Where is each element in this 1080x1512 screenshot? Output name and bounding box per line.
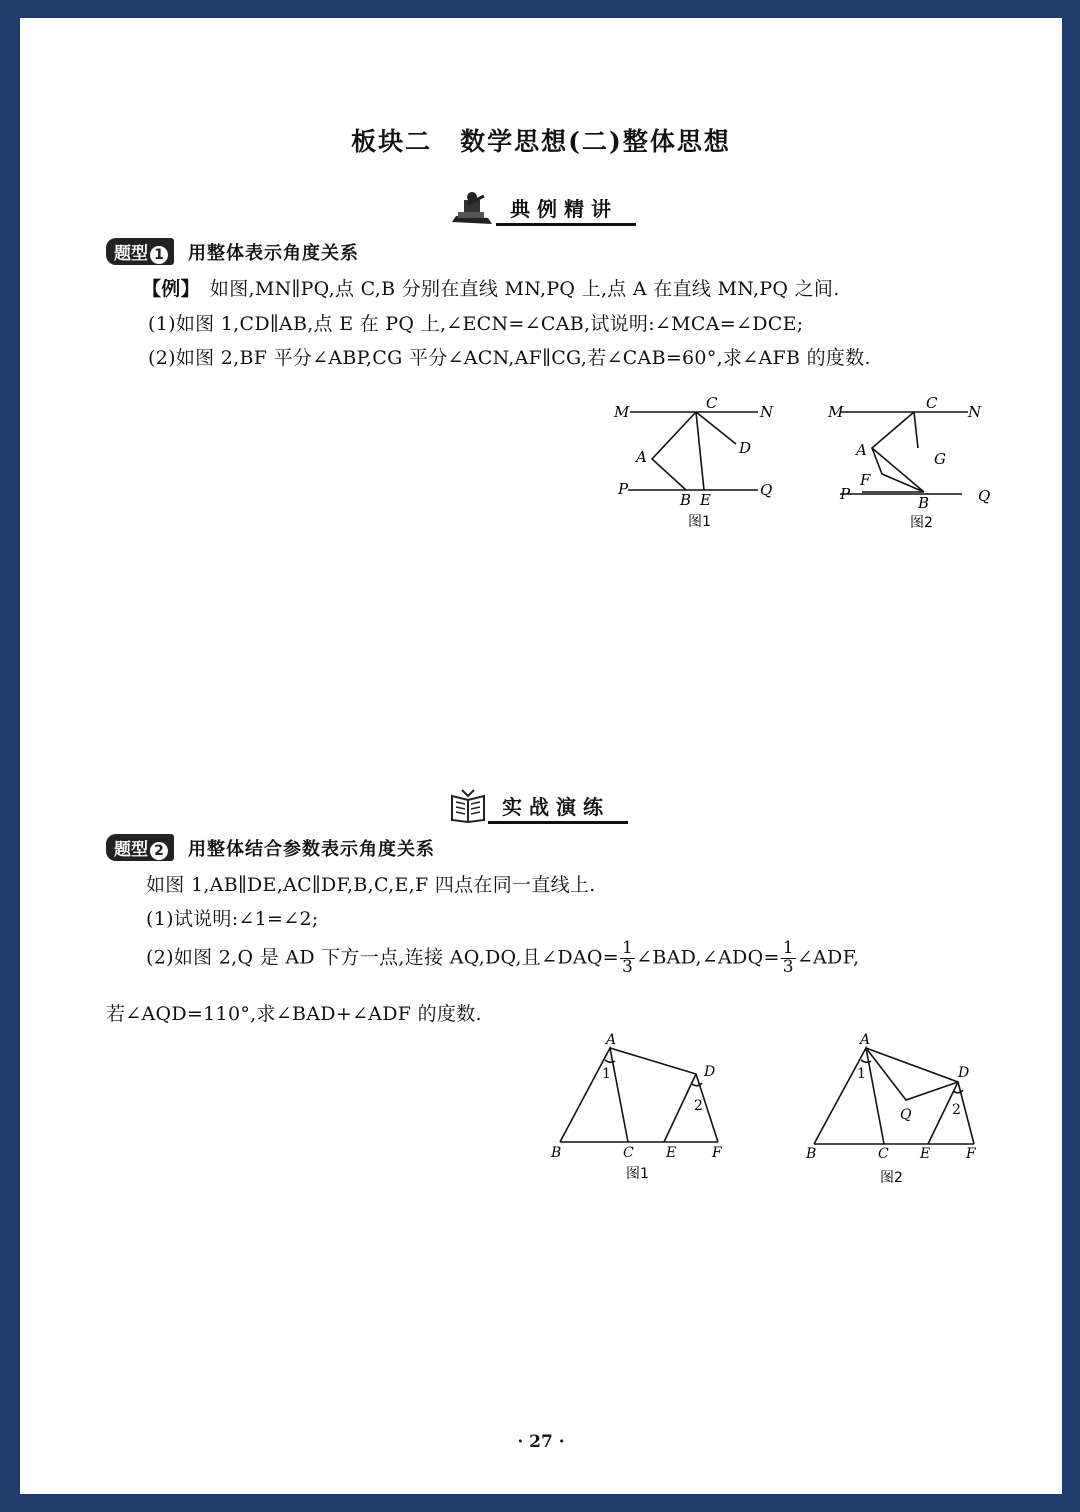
practice-q2-part-c: ∠ADF, xyxy=(796,946,860,969)
fig1-label-M: M xyxy=(614,403,630,421)
fig2-label-G: G xyxy=(934,450,946,468)
example-stem xyxy=(142,274,840,301)
p1-label-F: F xyxy=(712,1145,722,1161)
practice-question-2 xyxy=(146,940,859,977)
p1-label-angle1: 1 xyxy=(602,1066,611,1082)
fig1-label-C: C xyxy=(706,396,718,412)
p2-label-C: C xyxy=(878,1146,889,1162)
fig1-label-D: D xyxy=(739,439,752,457)
p1-label-C: C xyxy=(623,1145,634,1161)
fig2-label-P: P xyxy=(840,485,851,503)
worksheet-page xyxy=(20,18,1062,1494)
page-title xyxy=(20,122,1062,158)
fig2-label-M: M xyxy=(828,403,844,421)
teacher-icon xyxy=(448,190,496,226)
fig2-label-N: N xyxy=(968,403,982,421)
example-question-2: (2)如图 2,BF 平分∠ABP,CG 平分∠ACN,AF∥CG,若∠CAB=60°,求∠AFB 的度数. xyxy=(148,347,871,369)
fraction-one-third-b xyxy=(781,940,796,977)
type-badge-2-text: 题型 xyxy=(114,840,148,860)
example-figure-2 xyxy=(816,396,996,536)
p1-label-B: B xyxy=(551,1145,562,1161)
p2-label-F: F xyxy=(966,1146,976,1162)
type-badge-2 xyxy=(106,834,174,861)
practice-figure-2-caption: 图2 xyxy=(880,1170,903,1186)
type-badge-1 xyxy=(106,238,174,265)
fraction-a-numerator: 1 xyxy=(621,938,634,958)
p2-label-B: B xyxy=(806,1146,817,1162)
title-part2: 数学思想(二)整体思想 xyxy=(460,127,731,156)
practice-question-1: (1)试说明:∠1=∠2; xyxy=(146,908,319,930)
practice-figure-2 xyxy=(802,1030,992,1190)
practice-figure-1-caption: 图1 xyxy=(626,1166,649,1182)
p1-label-angle2: 2 xyxy=(694,1098,703,1114)
fraction-b-numerator: 1 xyxy=(782,938,794,958)
question-type-2-heading xyxy=(106,834,435,861)
practice-figure-1 xyxy=(546,1030,736,1190)
p1-label-D: D xyxy=(704,1064,716,1080)
fig2-label-B: B xyxy=(918,494,930,512)
fraction-a-denominator: 3 xyxy=(621,956,634,977)
section-label-examples: 典例精讲 xyxy=(496,193,636,226)
fig1-label-E: E xyxy=(700,491,711,509)
fig2-label-C: C xyxy=(926,396,938,412)
fig2-label-Q: Q xyxy=(978,487,991,505)
p2-label-E: E xyxy=(920,1146,931,1162)
p2-label-angle1: 1 xyxy=(857,1066,866,1082)
p2-label-D: D xyxy=(958,1065,970,1081)
p2-label-Q: Q xyxy=(900,1107,912,1123)
fig2-label-A: A xyxy=(856,441,867,459)
practice-stem: 如图 1,AB∥DE,AC∥DF,B,C,E,F 四点在同一直线上. xyxy=(146,874,596,896)
p2-label-A: A xyxy=(860,1032,871,1048)
fraction-one-third-a xyxy=(620,940,635,977)
example-figure-1-caption: 图1 xyxy=(688,514,711,530)
practice-q2-part-a: (2)如图 2,Q 是 AD 下方一点,连接 AQ,DQ,且∠DAQ= xyxy=(146,946,619,969)
page-number: · 27 · xyxy=(517,1432,565,1452)
example-question-1: (1)如图 1,CD∥AB,点 E 在 PQ 上,∠ECN=∠CAB,试说明:∠MCA=∠DCE; xyxy=(148,313,804,335)
type-badge-2-num: 2 xyxy=(150,842,168,860)
practice-q2-part-b: ∠BAD,∠ADQ= xyxy=(636,946,780,969)
fig1-label-Q: Q xyxy=(760,481,773,499)
fig2-label-F: F xyxy=(860,471,871,489)
question-type-1-heading xyxy=(106,238,359,265)
fig1-label-N: N xyxy=(760,403,774,421)
fraction-b-denominator: 3 xyxy=(782,956,794,977)
p2-label-angle2: 2 xyxy=(952,1102,961,1118)
example-figure-2-caption: 图2 xyxy=(910,515,933,531)
example-stem-text: 如图,MN∥PQ,点 C,B 分别在直线 MN,PQ 上,点 A 在直线 MN,PQ 之间. xyxy=(209,278,840,300)
type-badge-1-text: 题型 xyxy=(114,244,148,264)
section-label-practice: 实战演练 xyxy=(488,791,628,824)
book-icon xyxy=(448,788,488,824)
fig1-label-B: B xyxy=(680,491,692,509)
p1-label-E: E xyxy=(666,1145,677,1161)
type-2-title: 用整体结合参数表示角度关系 xyxy=(188,839,435,860)
fig1-label-P: P xyxy=(618,480,629,498)
title-part1: 板块二 xyxy=(351,127,433,156)
section-header-examples xyxy=(448,190,636,226)
type-1-title: 用整体表示角度关系 xyxy=(188,243,359,264)
practice-question-2-continued: 若∠AQD=110°,求∠BAD+∠ADF 的度数. xyxy=(106,1003,482,1025)
p1-label-A: A xyxy=(606,1032,617,1048)
type-badge-1-num: 1 xyxy=(150,246,168,264)
section-header-practice xyxy=(448,788,628,824)
example-tag: 【例】 xyxy=(142,278,200,300)
fig1-label-A: A xyxy=(636,448,647,466)
example-figure-1 xyxy=(608,396,778,536)
